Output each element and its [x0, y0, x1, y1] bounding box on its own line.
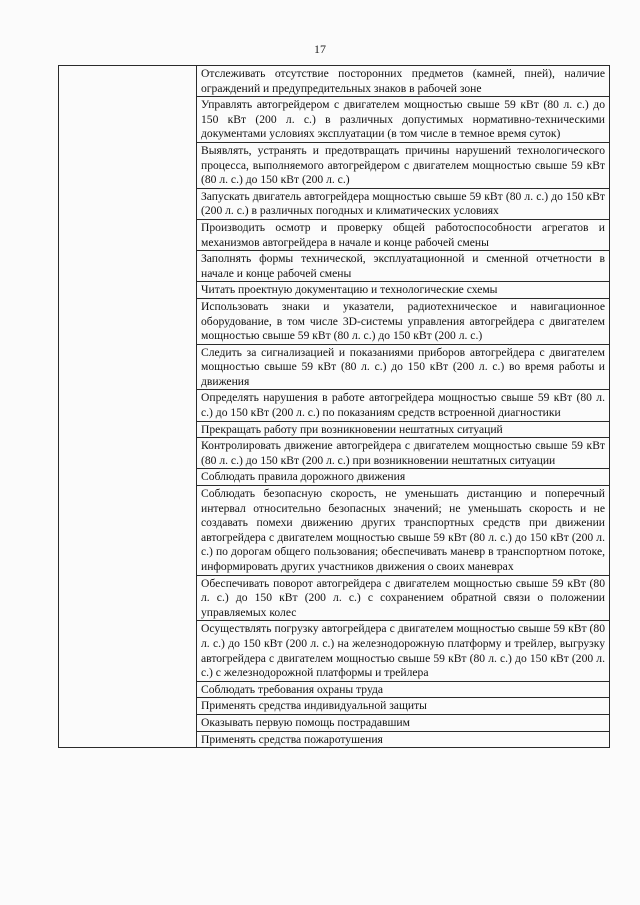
- skill-cell: Заполнять формы технической, эксплуатационной и сменной отчетности в начале и конце рабочей смены: [197, 251, 610, 282]
- skills-table: [58, 65, 610, 748]
- skill-cell: Оказывать первую помощь пострадавшим: [197, 714, 610, 731]
- skill-cell: Управлять автогрейдером с двигателем мощностью свыше 59 кВт (80 л. с.) до 150 кВт (200 л. с.) в различных допустимых нормативно-техническими документами условиях эксплуатации (в том числе в темное время суток): [197, 97, 610, 143]
- label-column-cell: [59, 66, 197, 748]
- skill-cell: Соблюдать требования охраны труда: [197, 681, 610, 698]
- skill-cell: Запускать двигатель автогрейдера мощностью свыше 59 кВт (80 л. с.) до 150 кВт (200 л. с.) в различных погодных и климатических условиях: [197, 188, 610, 219]
- table-row: [59, 66, 610, 97]
- skill-cell: Применять средства индивидуальной защиты: [197, 698, 610, 715]
- skill-cell: Производить осмотр и проверку общей работоспособности агрегатов и механизмов автогрейдера в начале и конце рабочей смены: [197, 219, 610, 250]
- skill-cell: Отслеживать отсутствие посторонних предметов (камней, пней), наличие ограждений и предупредительных знаков в рабочей зоне: [197, 66, 610, 97]
- skill-cell: Соблюдать безопасную скорость, не уменьшать дистанцию и поперечный интервал относительно безопасных значений; не уменьшать скорость и не создавать помехи движению других транспортных средств при движении автогрейдера с двигателем мощностью свыше 59 кВт (80 л. с.) до 150 кВт (200 л. с.) по дорогам общего пользования; обеспечивать маневр в транспортном потоке, информировать других участников движения о своих маневрах: [197, 486, 610, 576]
- skill-cell: Определять нарушения в работе автогрейдера мощностью свыше 59 кВт (80 л. с.) до 150 кВт (200 л. с.) по показаниям средств встроенной диагностики: [197, 390, 610, 421]
- skill-cell: Соблюдать правила дорожного движения: [197, 469, 610, 486]
- skill-cell: Прекращать работу при возникновении нештатных ситуаций: [197, 421, 610, 438]
- skill-cell: Читать проектную документацию и технологические схемы: [197, 282, 610, 299]
- skill-cell: Обеспечивать поворот автогрейдера с двигателем мощностью свыше 59 кВт (80 л. с.) до 150 кВт (200 л. с.) с сохранением обратной связи о положении управляемых колес: [197, 575, 610, 621]
- skill-cell: Применять средства пожаротушения: [197, 731, 610, 748]
- skill-cell: Осуществлять погрузку автогрейдера с двигателем мощностью свыше 59 кВт (80 л. с.) до 150 кВт (200 л. с.) на железнодорожную платформу и трейлер, выгрузку автогрейдера с двигателем мощностью свыше 59 кВт (80 л. с.) до 150 кВт (200 л. с.) с железнодорожной платформы и трейлера: [197, 621, 610, 681]
- skill-cell: Контролировать движение автогрейдера с двигателем мощностью свыше 59 кВт (80 л. с.) до 150 кВт (200 л. с.) при возникновении нештатных ситуации: [197, 438, 610, 469]
- skill-cell: Следить за сигнализацией и показаниями приборов автогрейдера с двигателем мощностью свыше 59 кВт (80 л. с.) до 150 кВт (200 л. с.) во время работы и движения: [197, 344, 610, 390]
- skill-cell: Выявлять, устранять и предотвращать причины нарушений технологического процесса, выполняемого автогрейдером с двигателем мощностью свыше 59 кВт (80 л. с.) до 150 кВт (200 л. с.): [197, 142, 610, 188]
- page-number: 17: [314, 42, 326, 56]
- skill-cell: Использовать знаки и указатели, радиотехническое и навигационное оборудование, в том числе 3D-системы управления автогрейдера с двигателем мощностью свыше 59 кВт (80 л. с.) до 150 кВт (200 л. с.): [197, 298, 610, 344]
